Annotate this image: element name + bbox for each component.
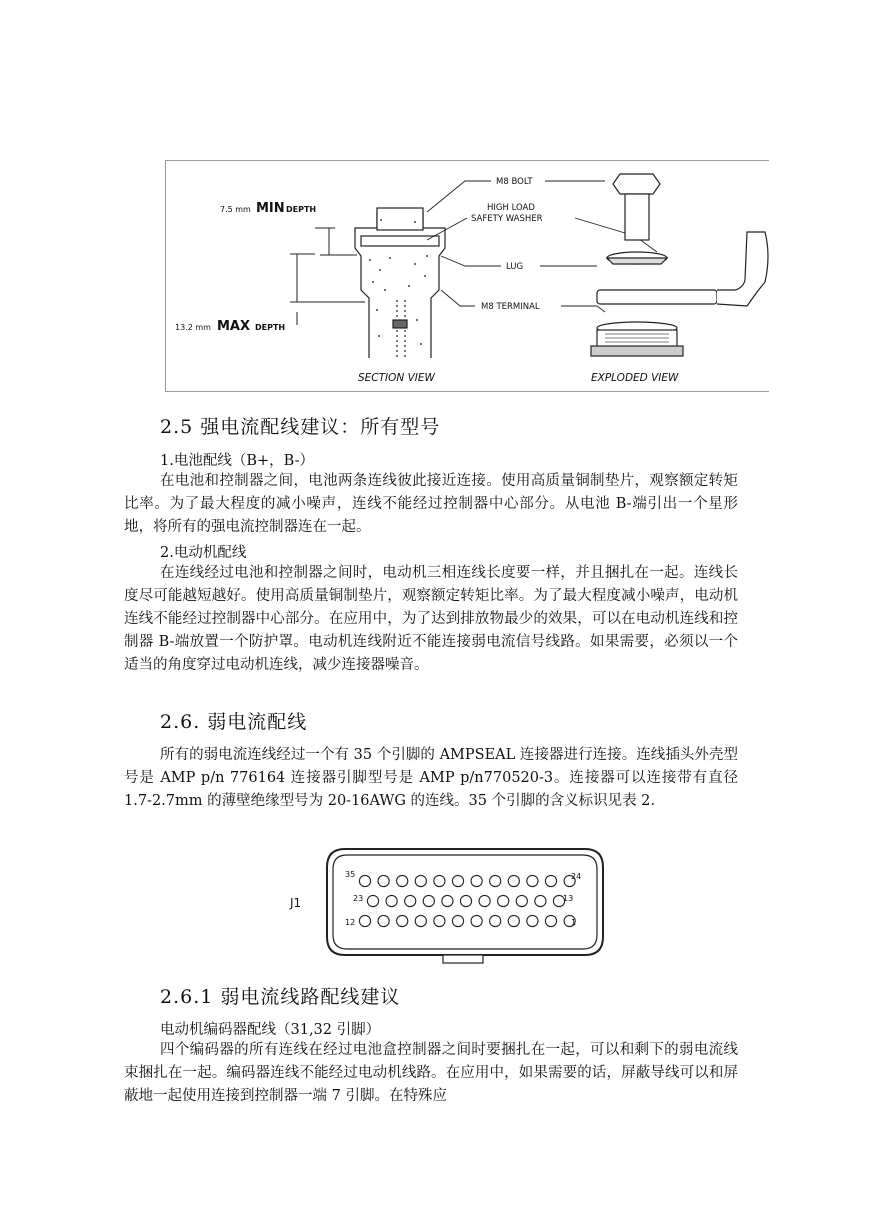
pin-label-24: 24 <box>571 872 582 881</box>
connector-pin <box>490 915 501 926</box>
connector-pin <box>442 895 453 906</box>
lug-label: LUG <box>506 262 524 272</box>
connector-pin <box>423 895 434 906</box>
figure-frame <box>166 161 770 392</box>
max-depth-word: MAX <box>217 319 251 334</box>
terminal-label: M8 TERMINAL <box>481 302 540 312</box>
connector-pin <box>471 915 482 926</box>
section-2-6-text: 所有的弱电流连线经过一个有 35 个引脚的 AMPSEAL 连接器进行连接。连线插头外壳型号是 AMP p/n 776164 连接器引脚型号是 AMP p/n770520-3。连接器可以连接带有直径 1.7-2.7mm 的薄壁绝缘型号为 20-16AWG 的连线。35 个引脚的含义标识见表 2. <box>124 747 738 809</box>
connector-pins <box>359 875 575 926</box>
connector-pin <box>434 875 445 886</box>
exploded-view-drawing <box>591 174 768 356</box>
pin-label-13: 13 <box>563 894 574 903</box>
j1-connector-figure <box>285 845 615 967</box>
terminal-mounting-figure <box>165 160 769 392</box>
washer-label-line2: SAFETY WASHER <box>471 214 543 224</box>
section-2-6-heading: 2.6. 弱电流配线 <box>160 711 308 733</box>
battery-wiring-text: 在电池和控制器之间，电池两条连线彼此接近连接。使用高质量铜制垫片，观察额定转矩比率。为了最大程度的减小噪声，连线不能经过控制器中心部分。从电池 B-端引出一个星形地，将所有的强电流控制器连在一起。 <box>124 473 738 535</box>
max-depth-suffix: DEPTH <box>255 323 286 332</box>
bolt-label: M8 BOLT <box>496 177 533 187</box>
motor-wiring-text: 在连线经过电池和控制器之间时，电动机三相连线长度要一样，并且捆扎在一起。连线长度尽可能越短越好。使用高质量铜制垫片，观察额定转矩比率。为了最大程度减小噪声，电动机连线不能经过控制器中心部分。在应用中，为了达到排放物最少的效果，可以在电动机连线和控制器 B-端放置一个防护罩。电动机连线附近不能连接弱电流信号线路。如果需要，必须以一个适当的角度穿过电动机连线，减少连接器噪音。 <box>124 565 738 673</box>
connector-pin <box>479 895 490 906</box>
connector-latch <box>443 955 483 963</box>
connector-pin <box>490 875 501 886</box>
connector-pin <box>397 915 408 926</box>
min-depth-value: 7.5 mm <box>220 205 251 214</box>
connector-pin <box>415 875 426 886</box>
connector-pin <box>527 875 538 886</box>
connector-pin <box>508 875 519 886</box>
pin-label-23: 23 <box>353 894 364 903</box>
section-2-5-heading: 2.5 强电流配线建议：所有型号 <box>160 416 441 438</box>
connector-pin <box>545 875 556 886</box>
connector-pin <box>378 875 389 886</box>
motor-wiring-title: 2.电动机配线 <box>160 545 247 561</box>
pin-label-12: 12 <box>345 918 356 927</box>
dimension-lines <box>290 228 365 325</box>
section-view-drawing <box>355 208 445 358</box>
connector-pin <box>434 915 445 926</box>
connector-pin <box>405 895 416 906</box>
connector-pin <box>535 895 546 906</box>
connector-pin <box>359 915 370 926</box>
connector-pin <box>452 915 463 926</box>
pin-label-35: 35 <box>345 870 356 879</box>
connector-pin <box>471 875 482 886</box>
connector-pin <box>452 875 463 886</box>
washer-label-line1: HIGH LOAD <box>487 203 535 213</box>
connector-pin <box>508 915 519 926</box>
connector-pin <box>378 915 389 926</box>
connector-pin <box>460 895 471 906</box>
connector-pin <box>386 895 397 906</box>
section-view-caption: SECTION VIEW <box>358 372 435 384</box>
min-depth-word: MIN <box>256 201 285 216</box>
connector-pin <box>397 875 408 886</box>
pin-label-1: 1 <box>571 918 577 927</box>
max-depth-value: 13.2 mm <box>175 323 211 332</box>
min-depth-suffix: DEPTH <box>286 205 317 214</box>
section-2-6-1-heading: 2.6.1 弱电流线路配线建议 <box>160 986 401 1008</box>
battery-wiring-title: 1.电池配线（B+，B-） <box>160 453 314 469</box>
connector-pin <box>498 895 509 906</box>
connector-pin <box>367 895 378 906</box>
encoder-wiring-text: 四个编码器的所有连线在经过电池盒控制器之间时要捆扎在一起，可以和剩下的弱电流线束捆扎在一起。编码器连线不能经过电动机线路。在应用中，如果需要的话，屏蔽导线可以和屏蔽地一起使用连接到控制器一端 7 引脚。在特殊应 <box>124 1042 738 1104</box>
connector-pin <box>527 915 538 926</box>
encoder-wiring-title: 电动机编码器配线（31,32 引脚） <box>160 1022 381 1038</box>
connector-pin <box>516 895 527 906</box>
connector-label: J1 <box>290 896 302 910</box>
connector-pin <box>359 875 370 886</box>
exploded-view-caption: EXPLODED VIEW <box>591 372 679 384</box>
connector-pin <box>415 915 426 926</box>
connector-pin <box>545 915 556 926</box>
